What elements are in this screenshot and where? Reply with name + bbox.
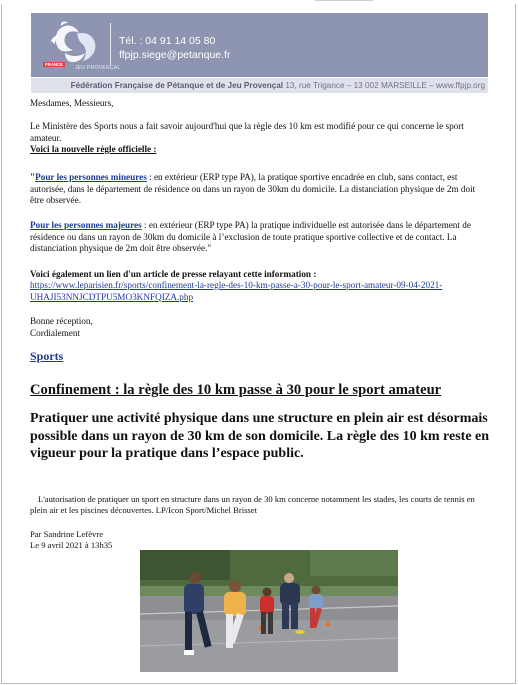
article-lead: Pratiquer une activité physique dans une structure en plein air est désormais possible dans un rayon de 30 km de son domicile. La règle des 10 km reste en vigueur pour la pratique dans l’espace public. [30, 411, 490, 461]
adults-paragraph [30, 220, 490, 255]
closing-line-1: Bonne réception, [30, 316, 93, 326]
rule-heading: Voici la nouvelle règle officielle : [30, 144, 157, 154]
minors-text: : en extérieur (ERP type PA), la pratique sportive encadrée en club, sans contact, est autorisée, dans le département de résidence ou dans un rayon de 30km du domicile. La distanciation physique de 2m doit être observée. [30, 172, 476, 205]
photo-caption: L'autorisation de pratiquer un sport en structure dans un rayon de 30 km concerne notamment les stades, les courts de tennis en plein air et les piscines découvertes. LP/Icon Sport/Michel Brisset [30, 494, 475, 515]
federation-name: Fédération Française de Pétanque et de Jeu Provençal [70, 81, 284, 90]
logo-subtitle: JEU PROVENÇAL [75, 65, 121, 71]
phone-number: Tél. : 04 91 14 05 80 [119, 35, 216, 47]
minors-label: Pour les personnes mineures [35, 172, 147, 182]
header-divider [110, 23, 111, 65]
letterhead-banner [31, 13, 488, 77]
email-address[interactable]: ffpjp.siege@petanque.fr [119, 49, 231, 61]
intro-paragraph: Le Ministère des Sports nous a fait savoir aujourd'hui que la règle des 10 km est modifié pour ce qui concerne le sport amateur. [30, 121, 464, 143]
top-cropped-strip [0, 0, 518, 4]
article-title: Confinement : la règle des 10 km passe à 30 pour le sport amateur [30, 382, 442, 398]
contact-block [119, 34, 230, 62]
open-quote: " [30, 172, 36, 182]
article-photo [140, 550, 398, 672]
federation-address: 13, rue Trigance – 13 002 MARSEILLE – www.ffpjp.org [283, 81, 485, 90]
press-heading: Voici également un lien d'un article de presse relayant cette information : [30, 269, 317, 279]
sports-section-link[interactable]: Sports [30, 349, 64, 363]
article-date: Le 9 avril 2021 à 13h35 [30, 540, 113, 550]
closing-line-2: Cordialement [30, 328, 81, 338]
adults-label: Pour les personnes majeures [30, 220, 142, 230]
article-author: Par Sandrine Lefèvre [30, 529, 104, 539]
minors-paragraph [30, 172, 490, 207]
address-bar [31, 78, 488, 93]
press-link-wrap [30, 280, 490, 303]
children-playing-photo [140, 550, 398, 672]
adults-text: : en extérieur (ERP type PA) la pratique individuelle est autorisée dans le département de résidence ou dans un rayon de 30km du domicile à l’exclusion de toute pratique sportive collective et de contact. La distanciation physique de 2m doit être observée." [30, 220, 471, 253]
svg-text:FRANCE: FRANCE [45, 62, 63, 68]
cropped-text-fragment [315, 0, 375, 2]
press-article-link[interactable]: https://www.leparisien.fr/sports/confinement-la-regle-des-10-km-passe-a-30-pour-le-sport-amateur-09-04-2021-UHAJI53NNJCDTPU5MO3KNFQIZA.php [30, 280, 443, 302]
greeting: Mesdames, Messieurs, [30, 98, 114, 108]
rooster-logo [41, 19, 105, 69]
rooster-logo-icon [41, 19, 105, 69]
